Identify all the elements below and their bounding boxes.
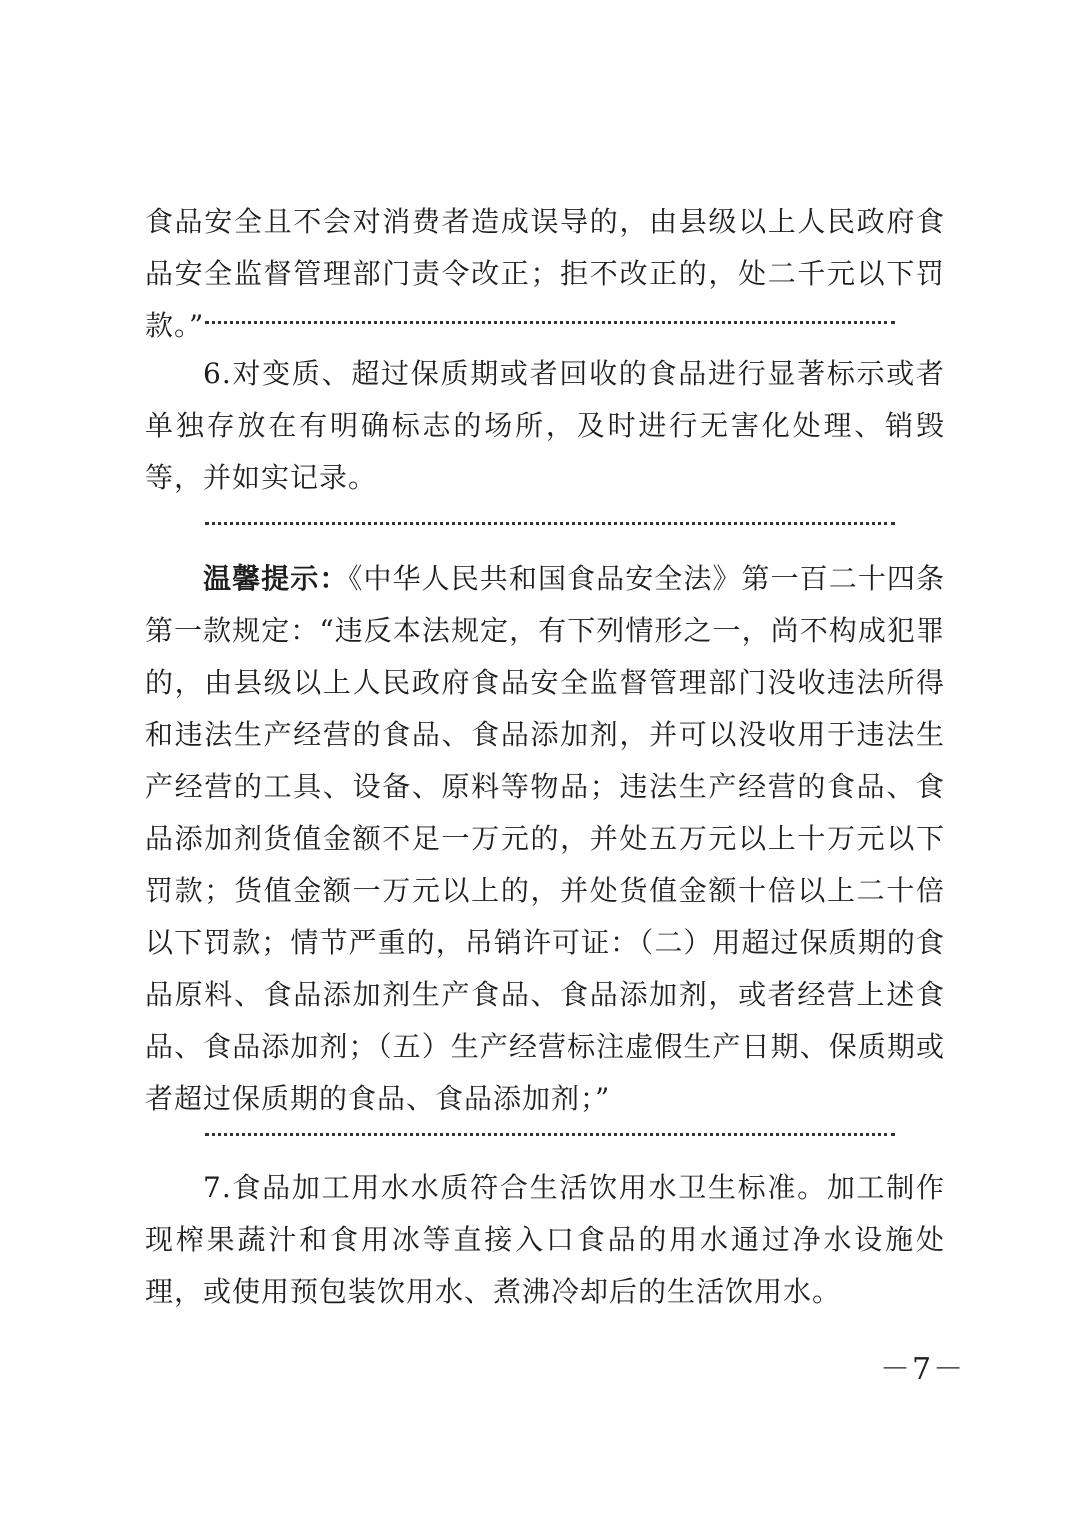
- dotted-separator: [205, 321, 895, 324]
- warm-tip-label: 温馨提示：: [203, 562, 349, 595]
- dotted-separator: [205, 522, 895, 525]
- warm-tip-paragraph: [145, 553, 945, 1125]
- page-number: －7－: [880, 1352, 966, 1387]
- item-7-paragraph: 7.食品加工用水水质符合生活饮用水卫生标准。加工制作现榨果蔬汁和食用冰等直接入口食品的用水通过净水设施处理，或使用预包装饮用水、煮沸冷却后的生活饮用水。: [145, 1171, 945, 1308]
- warm-tip-text: 《中华人民共和国食品安全法》第一百二十四条第一款规定：“违反本法规定，有下列情形之一，尚不构成犯罪的，由县级以上人民政府食品安全监督管理部门没收违法所得和违法生产经营的食品、食品添加剂，并可以没收用于违法生产经营的工具、设备、原料等物品；违法生产经营的食品、食品添加剂货值金额不足一万元的，并处五万元以上十万元以下罚款；货值金额一万元以上的，并处货值金额十倍以上二十倍以下罚款；情节严重的，吊销许可证：（二）用超过保质期的食品原料、食品添加剂生产食品、食品添加剂，或者经营上述食品、食品添加剂；（五）生产经营标注虚假生产日期、保质期或者超过保质期的食品、食品添加剂；”: [145, 562, 945, 1115]
- continued-paragraph: 食品安全且不会对消费者造成误导的，由县级以上人民政府食品安全监督管理部门责令改正；拒不改正的，处二千元以下罚款。”: [145, 205, 945, 342]
- item-6-paragraph: 6.对变质、超过保质期或者回收的食品进行显著标示或者单独存放在有明确标志的场所，及时进行无害化处理、销毁等，并如实记录。: [145, 357, 945, 494]
- dotted-separator: [205, 1133, 895, 1136]
